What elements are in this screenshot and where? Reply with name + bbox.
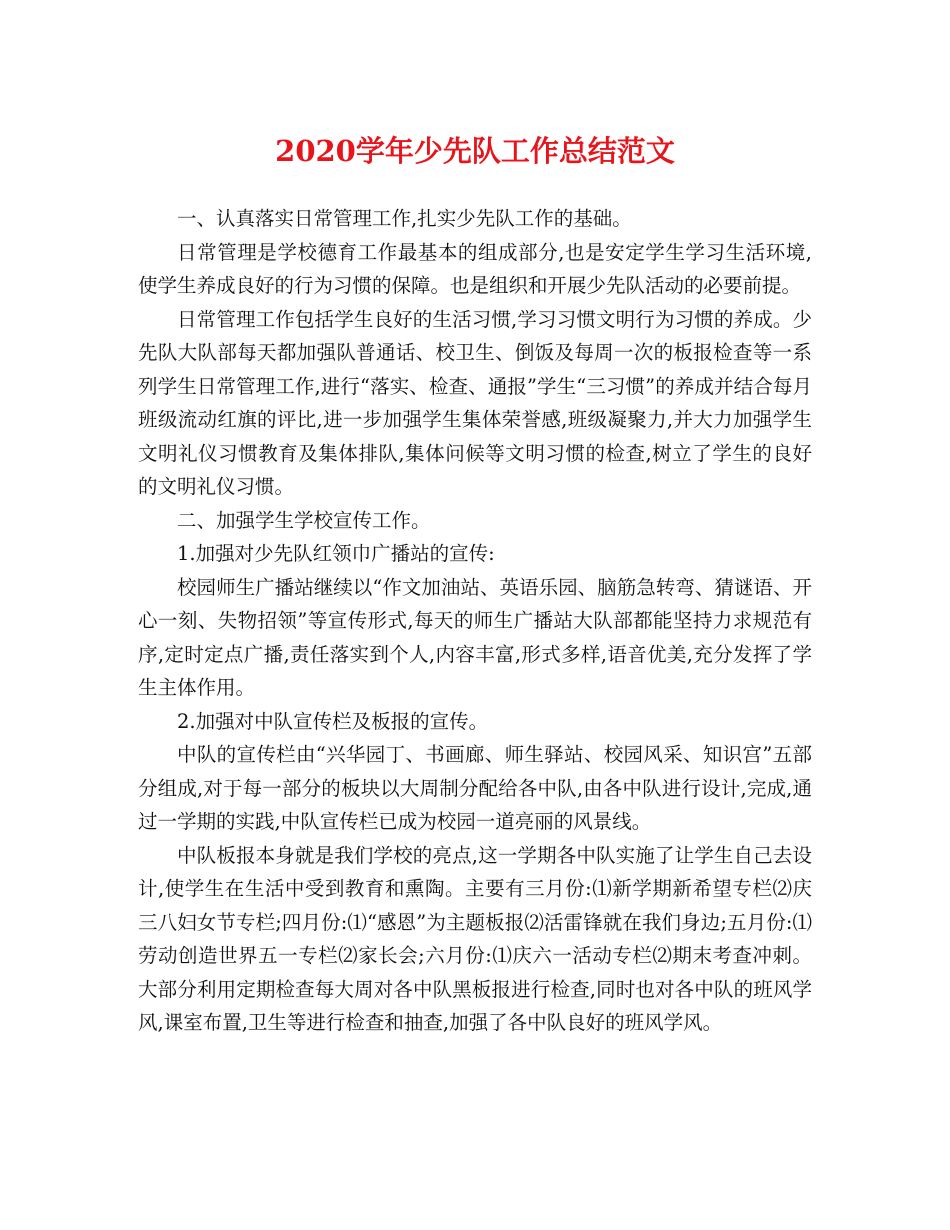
section-heading-2: 二、加强学生学校宣传工作。: [177, 508, 431, 532]
section-heading-1: 一、认真落实日常管理工作,扎实少先队工作的基础。: [177, 207, 632, 230]
paragraph: 日常管理工作包括学生良好的生活习惯,学习习惯文明行为习惯的养成。少先队大队部每天都加强队普通话、校卫生、倒饭及每周一次的板报检查等一系列学生日常管理工作,进行“落实、检查、通报”学生“三习惯”的养成并结合每月班级流动红旗的评比,进一步加强学生集体荣誉感,班级凝聚力,并大力加强学生文明礼仪习惯教育及集体排队,集体问候等文明习惯的检查,树立了学生的良好的文明礼仪习惯。: [138, 307, 812, 498]
paragraph: 日常管理是学校德育工作最基本的组成部分,也是安定学生学习生活环境,使学生养成良好的行为习惯的保障。也是组织和开展少先队活动的必要前提。: [138, 240, 812, 297]
paragraph: 中队的宣传栏由“兴华园丁、书画廊、师生驿站、校园风采、知识宫”五部分组成,对于每一部分的板块以大周制分配给各中队,由各中队进行设计,完成,通过一学期的实践,中队宣传栏已成为校园一道亮丽的风景线。: [138, 743, 812, 833]
paragraph: 中队板报本身就是我们学校的亮点,这一学期各中队实施了让学生自己去设计,使学生在生活中受到教育和熏陶。主要有三月份:⑴新学期新希望专栏⑵庆三八妇女节专栏;四月份:⑴“感恩”为主题板报⑵活雷锋就在我们身边;五月份:⑴劳动创造世界五一专栏⑵家长会;六月份:⑴庆六一活动专栏⑵期末考查冲刺。大部分利用定期检查每大周对各中队黑板报进行检查,同时也对各中队的班风学风,课室布置,卫生等进行检查和抽查,加强了各中队良好的班风学风。: [138, 843, 812, 1034]
document-body: [138, 202, 812, 1040]
subsection-heading-2: 2.加强对中队宣传栏及板报的宣传。: [177, 709, 489, 733]
paragraph: 校园师生广播站继续以“作文加油站、英语乐园、脑筋急转弯、猜谜语、开心一刻、失物招领”等宣传形式,每天的师生广播站大队部都能坚持力求规范有序,定时定点广播,责任落实到个人,内容丰富,形式多样,语音优美,充分发挥了学生主体作用。: [138, 575, 812, 699]
subsection-heading-1: 1.加强对少先队红领巾广播站的宣传:: [177, 542, 495, 565]
document-title: 2020学年少先队工作总结范文: [275, 134, 675, 168]
